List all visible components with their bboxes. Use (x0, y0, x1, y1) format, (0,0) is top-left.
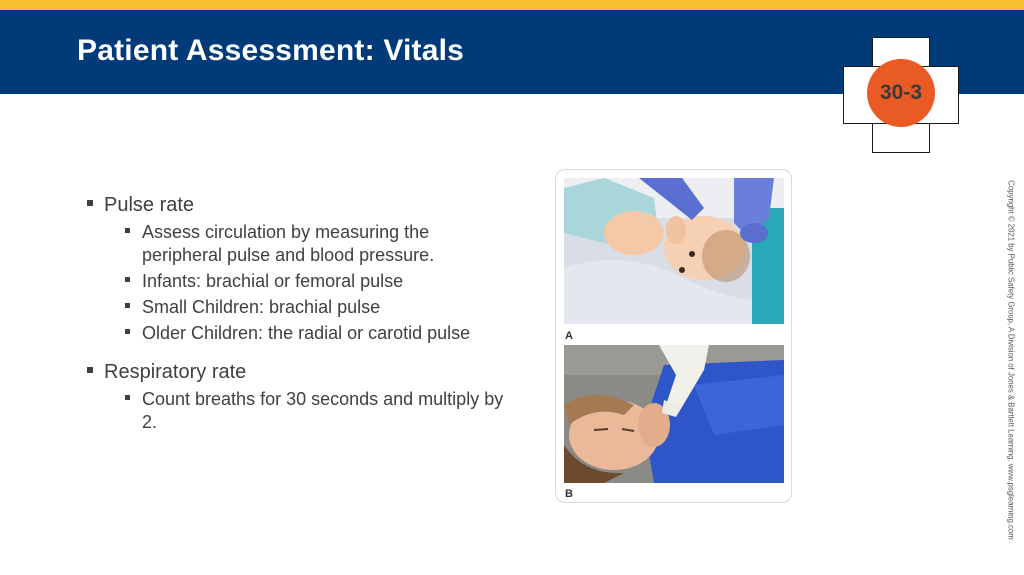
copyright-notice: Copyright © 2021 by Public Safety Group, A Division of Jones & Bartlett Learning. www.psglearning.com (1006, 180, 1016, 540)
bullet-pulse-rate: Pulse rate (86, 192, 506, 218)
photo-child-pulse (564, 345, 784, 483)
slide-title: Patient Assessment: Vitals (77, 34, 465, 67)
sub-bullet: Small Children: brachial pulse (124, 296, 506, 319)
cross-badge-icon (843, 37, 959, 153)
slide-number-badge: 30-3 (867, 59, 935, 127)
sub-bullet: Older Children: the radial or carotid pulse (124, 322, 506, 345)
bullet-list (86, 190, 506, 434)
sub-bullet: Assess circulation by measuring the peripheral pulse and blood pressure. (124, 221, 506, 267)
top-accent-stripe (0, 0, 1024, 10)
panel-label-b: B (565, 488, 573, 500)
sub-bullet: Count breaths for 30 seconds and multiply by 2. (124, 388, 506, 434)
panel-label-a: A (565, 330, 573, 342)
photo-infant-pulse (564, 178, 784, 324)
sub-bullet: Infants: brachial or femoral pulse (124, 270, 506, 293)
bullet-respiratory-rate: Respiratory rate (86, 359, 506, 385)
